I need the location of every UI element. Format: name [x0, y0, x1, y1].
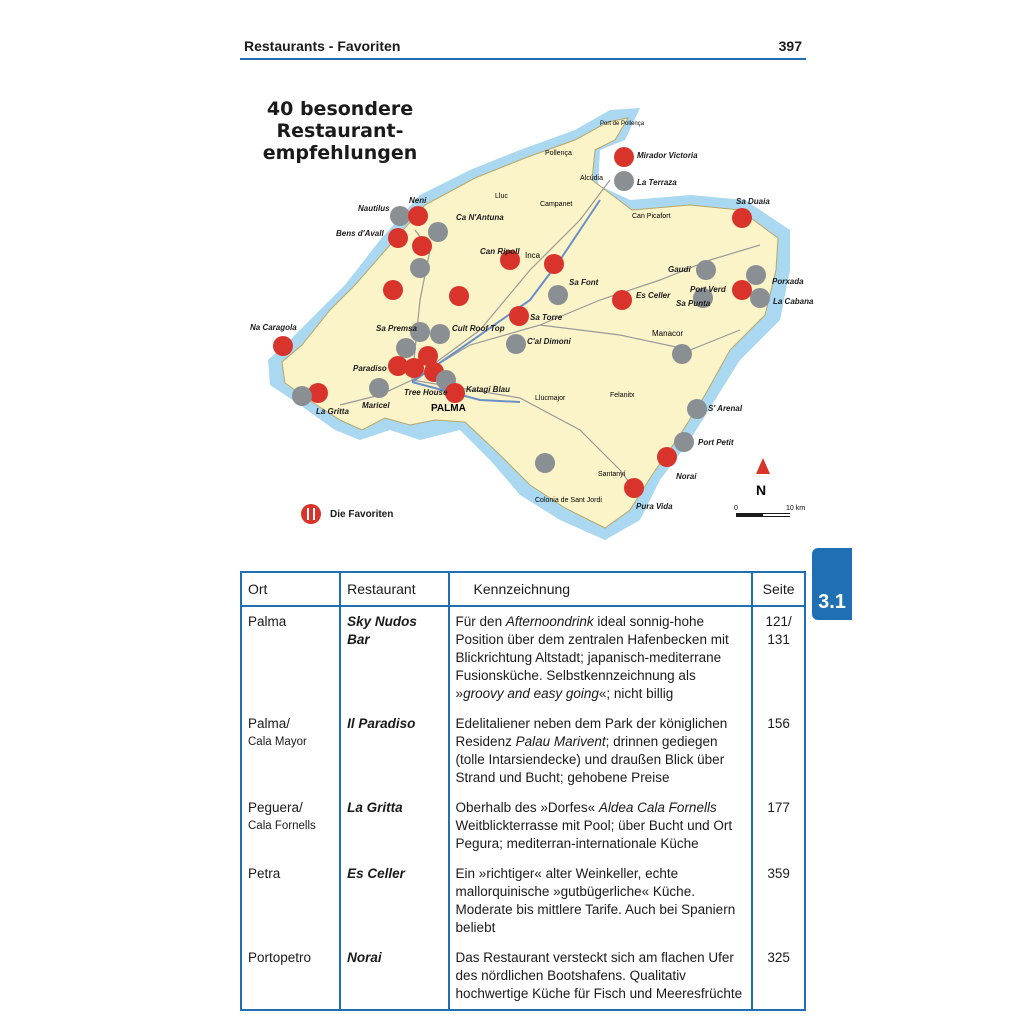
table-row: [241, 943, 805, 1010]
restaurant-label: Port Verd: [690, 285, 726, 294]
col-header-restaurant: Restaurant: [340, 572, 448, 606]
restaurant-label: Sa Punta: [676, 299, 711, 308]
restaurant-label: Can Ripoll: [480, 247, 520, 256]
cell-seite: 325: [767, 950, 790, 965]
restaurant-label: Es Celler: [636, 291, 671, 300]
table-row: [241, 606, 805, 709]
cell-restaurant: Es Celler: [340, 859, 448, 943]
legend-label: Die Favoriten: [330, 508, 394, 520]
restaurant-label: Tree House: [404, 388, 448, 397]
table-row: [241, 859, 805, 943]
place-label: Santanyí: [598, 471, 626, 478]
place-label: Alcúdia: [580, 175, 603, 182]
cell-kennzeichnung: Das Restaurant versteckt sich am flachen Ufer des nördlichen Bootshafens. Qualitativ hochwertige Küche für Fisch und Meeresfrüchte: [449, 943, 753, 1010]
place-label: Port de Pollença: [600, 121, 645, 127]
map-title-line: Restaurant-: [276, 120, 404, 142]
restaurant-label: Mirador Victoria: [637, 151, 698, 160]
place-label: Can Picafort: [632, 213, 671, 220]
page-number: 397: [778, 38, 802, 54]
table-row: [241, 793, 805, 859]
place-label: Pollença: [545, 150, 572, 157]
cell-restaurant: Norai: [340, 943, 448, 1010]
map-legend: [300, 503, 393, 525]
restaurant-label: Ca N'Antuna: [456, 213, 504, 222]
restaurant-label: Sa Font: [569, 278, 599, 287]
cell-restaurant: La Gritta: [340, 793, 448, 859]
restaurant-label: Sa Duaia: [736, 197, 770, 206]
restaurant-label: Na Caragola: [250, 323, 297, 332]
cell-restaurant: Sky Nudos Bar: [340, 606, 448, 709]
running-header: [240, 38, 806, 60]
restaurant-label: La Terraza: [637, 178, 677, 187]
cell-restaurant: Il Paradiso: [340, 709, 448, 793]
scale-start: 0: [734, 505, 738, 512]
cell-seite: 121/ 131: [765, 614, 792, 647]
cell-kennzeichnung: Ein »richtiger« alter Weinkeller, echte mallorquinische »gutbügerliche« Küche. Moderate bis mittlere Tarife. Auch bei Spaniern beliebt: [449, 859, 753, 943]
cell-ort: Palma/ Cala Mayor: [241, 709, 340, 793]
cell-seite: 156: [767, 716, 790, 731]
cell-seite: 359: [767, 866, 790, 881]
north-label: N: [756, 482, 767, 498]
col-header-kennzeichnung: Kennzeichnung: [449, 572, 753, 606]
cell-kennzeichnung: Oberhalb des »Dorfes« Aldea Cala Fornells Weitblickterrasse mit Pool; über Bucht und Ort Pegura; mediterran-internationale Küche: [449, 793, 753, 859]
restaurant-label: Neni: [409, 196, 427, 205]
cell-ort: Portopetro: [241, 943, 340, 1010]
restaurant-label: Paradiso: [353, 364, 387, 373]
col-header-ort: Ort: [241, 572, 340, 606]
favorite-marker-icon: [300, 503, 322, 525]
restaurant-label: Porxada: [772, 277, 804, 286]
scale-end: 10 km: [786, 505, 806, 512]
restaurant-label: C'al Dimoni: [527, 337, 571, 346]
place-label: Lluc: [495, 193, 508, 200]
mallorca-map: [236, 88, 836, 558]
cell-ort: Palma: [241, 606, 340, 709]
restaurant-label: S' Arenal: [708, 404, 743, 413]
place-label: Llucmajor: [535, 395, 566, 402]
city-label-palma: PALMA: [431, 403, 466, 414]
restaurant-table: [240, 571, 806, 1011]
restaurant-label: Norai: [676, 472, 697, 481]
chapter-tab: 3.1: [812, 548, 852, 620]
restaurant-label: Nautilus: [358, 204, 390, 213]
table-row: [241, 709, 805, 793]
north-arrow-icon: [756, 458, 770, 474]
cell-seite: 177: [767, 800, 790, 815]
restaurant-label: Gaudi: [668, 265, 691, 274]
place-label: Manacor: [652, 329, 684, 338]
cell-ort: Peguera/ Cala Fornells: [241, 793, 340, 859]
restaurant-label: Pura Vida: [636, 502, 673, 511]
island-land: [282, 118, 778, 528]
restaurant-label: Bens d'Avall: [336, 229, 384, 238]
col-header-seite: Seite: [752, 572, 805, 606]
restaurant-label: Maricel: [362, 401, 390, 410]
table-header-row: [241, 572, 805, 606]
header-title: Restaurants - Favoriten: [244, 38, 401, 54]
restaurant-label: La Cabana: [773, 297, 814, 306]
map-title-line: 40 besondere: [266, 98, 414, 120]
restaurant-label: Cult Roof Top: [452, 324, 505, 333]
place-label: Felanitx: [610, 392, 635, 399]
restaurant-label: La Gritta: [316, 407, 349, 416]
place-label: Campanet: [540, 201, 573, 208]
cell-kennzeichnung: Edelitaliener neben dem Park der königlichen Residenz Palau Marivent; drinnen gediegen (tolle Intarsiendecke) und draußen Blick über Strand und Bucht; gehobene Preise: [449, 709, 753, 793]
restaurant-label: Sa Torre: [530, 313, 563, 322]
place-label: Inca: [525, 251, 541, 260]
restaurant-label: Katagi Blau: [466, 385, 511, 394]
place-label: Colonia de Sant Jordi: [535, 497, 602, 504]
cell-kennzeichnung: Für den Afternoondrink ideal sonnig-hohe Position über dem zentralen Hafenbecken mit Blickrichtung Altstadt; japanisch-mediterrane Fusionsküche. Selbstkennzeichnung als »groovy and easy going«; nicht billig: [449, 606, 753, 709]
cell-ort: Petra: [241, 859, 340, 943]
restaurant-label: Port Petit: [698, 438, 734, 447]
restaurant-label: Sa Premsa: [376, 324, 417, 333]
map-title-line: empfehlungen: [262, 142, 418, 164]
